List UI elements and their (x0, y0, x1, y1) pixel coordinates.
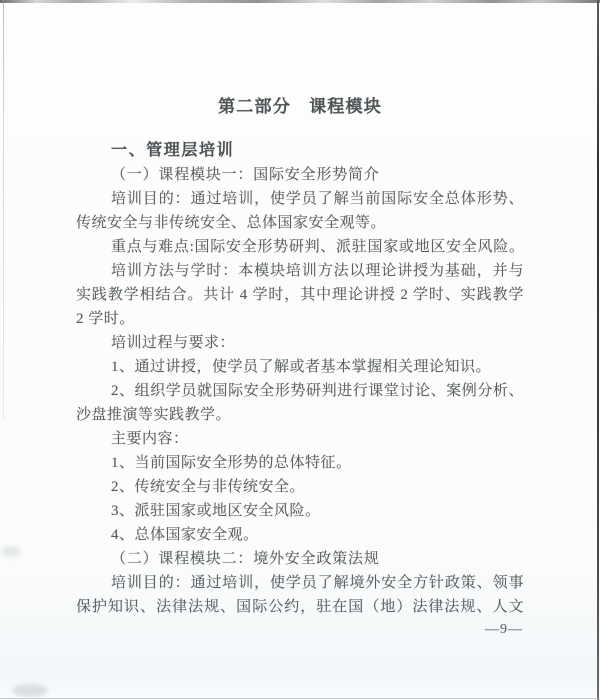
text-line: 传统安全与非传统安全、总体国家安全观等。 (76, 215, 387, 231)
text-line: 重点与难点:国际安全形势研判、派驻国家或地区安全风险。 (111, 239, 524, 255)
text-line: 培训过程与要求： (111, 335, 236, 351)
document-body (76, 139, 524, 619)
text-line: 一、管理层培训 (111, 142, 235, 159)
text-line: 实践教学相结合。共计 4 学时，其中理论讲授 2 学时、实践教学 (76, 287, 524, 303)
scan-smudge-left (1, 546, 21, 557)
text-line: （一）课程模块一：国际安全形势简介 (111, 167, 380, 183)
text-line: （二）课程模块二：境外安全政策法规 (111, 551, 380, 567)
text-line: 保护知识、法律法规、国际公约，驻在国（地）法律法规、人文 (76, 599, 524, 615)
text-line: 1、通过讲授，使学员了解或者基本掌握相关理论知识。 (111, 359, 492, 375)
text-line: 沙盘推演等实践教学。 (76, 407, 232, 423)
scan-edge-top (0, 0, 600, 3)
scan-smudge-bottom-left (12, 684, 48, 697)
text-line: 2、传统安全与非传统安全。 (111, 479, 306, 495)
scan-edge-left (3, 0, 4, 420)
page-title: 第二部分 课程模块 (218, 97, 382, 116)
text-line: 4、总体国家安全观。 (111, 527, 259, 543)
text-line: 2、组织学员就国际安全形势研判进行课堂讨论、案例分析、 (111, 383, 524, 399)
text-line: 3、派驻国家或地区安全风险。 (111, 503, 321, 519)
page-number: —9— (485, 622, 523, 637)
text-line: 主要内容： (111, 431, 189, 447)
scan-edge-bottom (0, 698, 600, 699)
text-line: 1、当前国际安全形势的总体特征。 (111, 455, 352, 471)
text-line: 培训目的：通过培训，使学员了解境外安全方针政策、领事 (111, 575, 524, 591)
text-line: 培训目的：通过培训，使学员了解当前国际安全总体形势、 (111, 191, 524, 207)
text-line: 2 学时。 (76, 311, 135, 327)
text-line: 培训方法与学时：本模块培训方法以理论讲授为基础，并与 (111, 263, 524, 279)
